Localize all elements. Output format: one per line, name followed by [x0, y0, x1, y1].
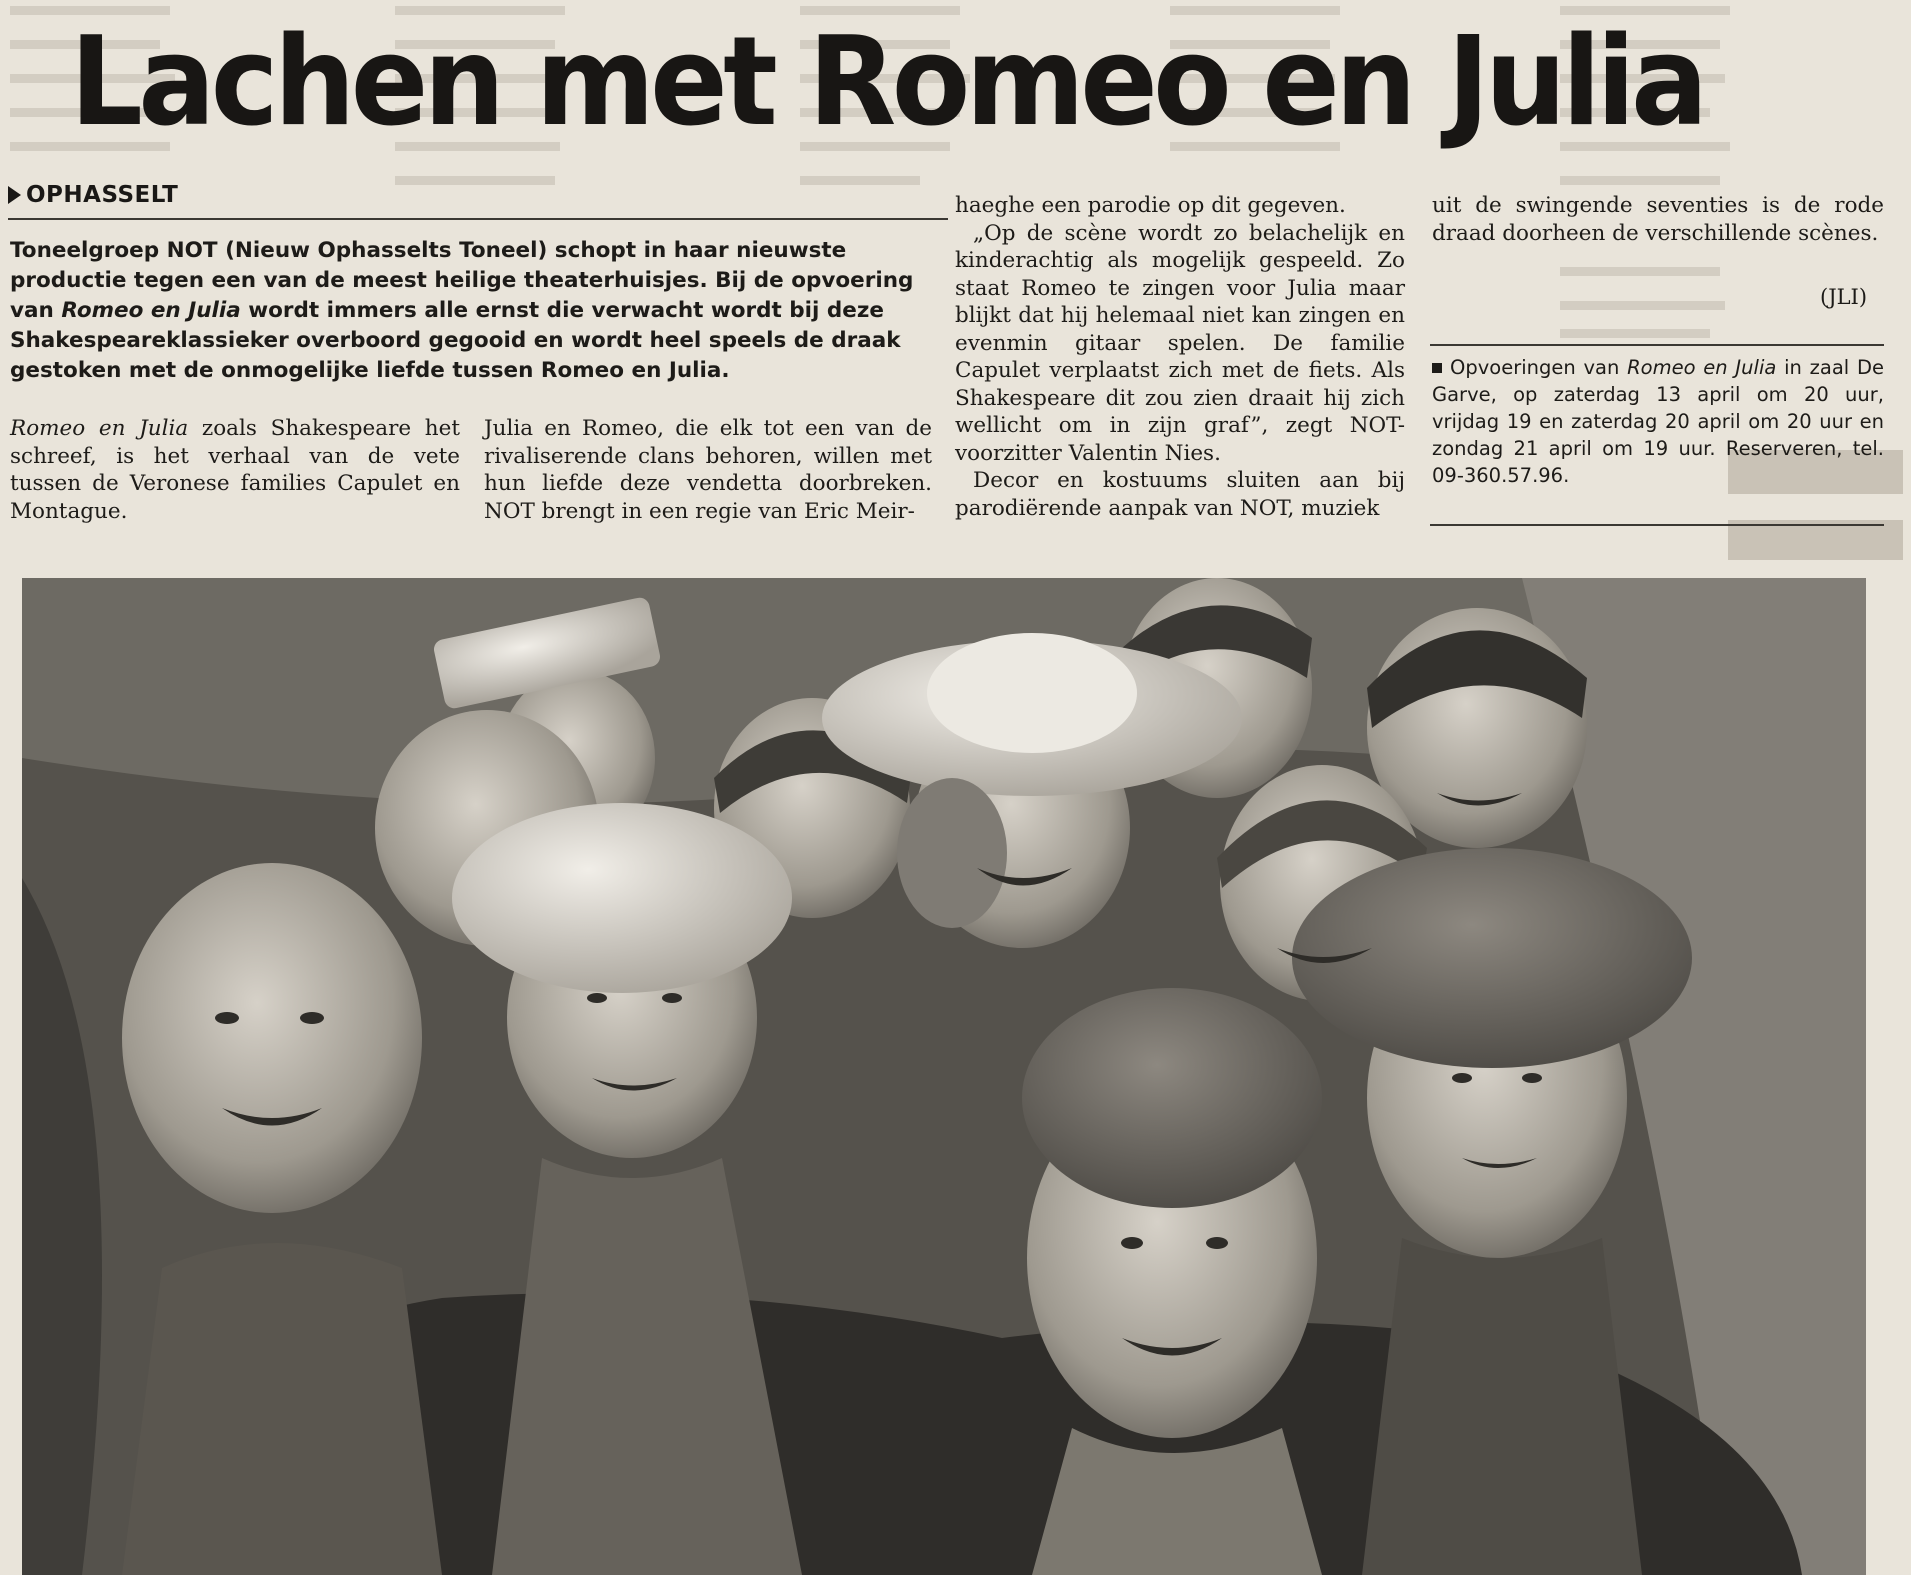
- column-3: [955, 192, 1405, 522]
- column-3-paragraph-3: Decor en kostuums sluiten aan bij parodiërende aanpak van NOT, muziek: [955, 468, 1405, 521]
- group-photo-illustration: [22, 578, 1866, 1575]
- kicker-label: OPHASSELT: [26, 182, 179, 208]
- info-rule-top: [1430, 344, 1884, 346]
- column-2-paragraph: Julia en Romeo, die elk tot een van de rivaliserende clans behoren, willen met hun liefde deze vendetta doorbreken. NOT brengt in een regie van Eric Meir-: [484, 416, 932, 524]
- column-1-paragraph: [10, 415, 460, 525]
- info-text: Opvoeringen van: [1450, 356, 1620, 379]
- column-1-text: zoals Shakespeare het schreef, is het verhaal van de vete tussen de Veronese families Capulet en Montague.: [10, 416, 460, 524]
- column-1: [10, 415, 460, 525]
- column-1-title: Romeo en Julia: [10, 416, 189, 441]
- info-box: [1432, 354, 1884, 489]
- column-3-paragraph-1: haeghe een parodie op dit gegeven.: [955, 193, 1346, 218]
- section-kicker: [8, 182, 178, 208]
- lead-paragraph: [10, 236, 940, 386]
- column-4: [1432, 192, 1884, 247]
- bullet-square-icon: [1432, 363, 1442, 373]
- info-rule-bottom: [1430, 524, 1884, 526]
- info-title: Romeo en Julia: [1627, 356, 1777, 379]
- column-4-paragraph: uit de swingende seventies is de rode draad doorheen de verschillende scènes.: [1432, 193, 1884, 246]
- kicker-rule: [8, 218, 948, 220]
- lead-title: Romeo en Julia: [61, 298, 241, 323]
- triangle-right-icon: [8, 186, 21, 204]
- group-photo: [22, 578, 1866, 1575]
- headline: Lachen met Romeo en Julia: [70, 11, 1704, 154]
- column-2: [484, 415, 932, 525]
- lead-text-rest: wordt immers alle ernst die verwacht wordt bij deze Shakespeareklassieker overboord gegooid en wordt heel speels de draak gestoken met de onmogelijke liefde tussen Romeo en Julia.: [10, 298, 901, 383]
- lead-text: Toneelgroep NOT (Nieuw Ophasselts Toneel) schopt in haar nieuwste productie tegen een van de meest heilige theaterhuisjes. Bij de opvoering van: [10, 238, 914, 323]
- author-credit: (JLI): [1820, 285, 1868, 309]
- info-text-rest: in zaal De Garve, op zaterdag 13 april om 20 uur, vrijdag 19 en zaterdag 20 april om 20 uur en zondag 21 april om 19 uur. Reserveren, tel. 09-360.57.96.: [1432, 356, 1884, 487]
- column-3-paragraph-2: „Op de scène wordt zo belachelijk en kinderachtig als mogelijk gespeeld. Zo staat Romeo te zingen voor Julia maar blijkt dat hij helemaal niet kan zingen en evenmin gitaar spelen. De familie Capulet verplaatst zich met de fiets. Als Shakespeare dit zou zien draait hij zich wellicht om in zijn graf”, zegt NOT-voorzitter Valentin Nies.: [955, 220, 1405, 466]
